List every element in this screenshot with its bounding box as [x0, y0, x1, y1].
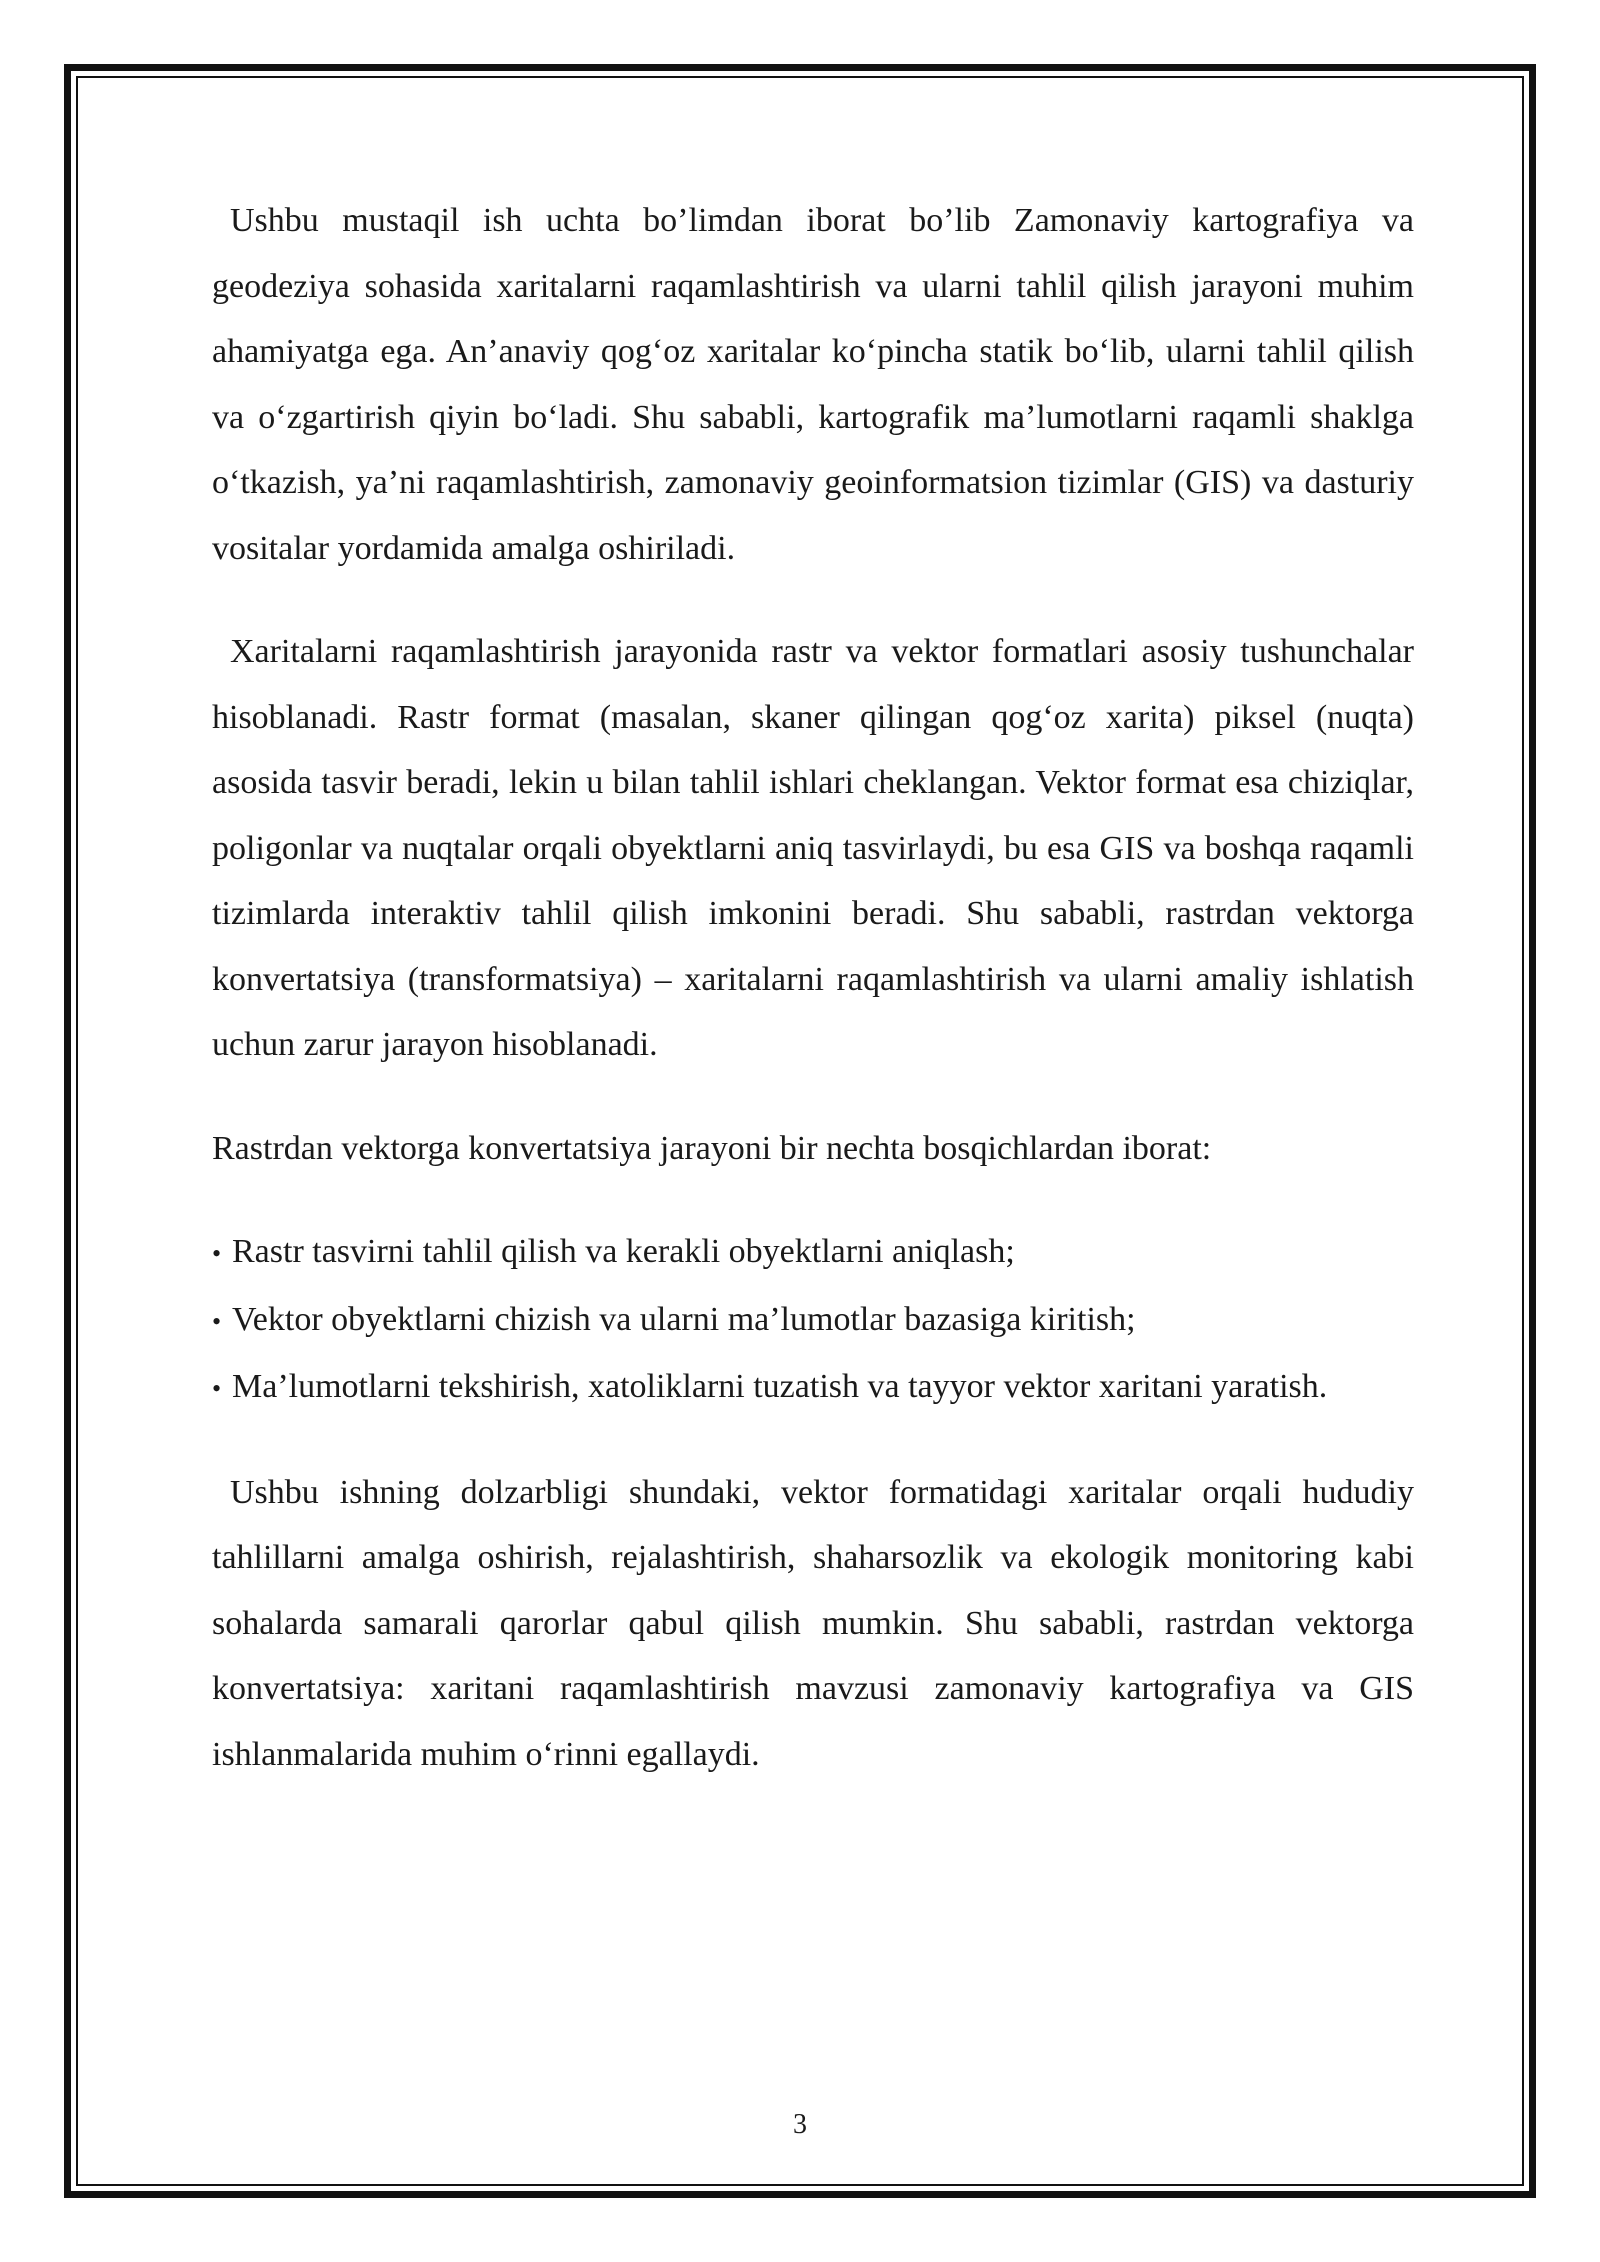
list-item-text: Rastr tasvirni tahlil qilish va kerakli obyektlarni aniqlash; [232, 1233, 1015, 1270]
paragraph-introduction: Ushbu mustaqil ish uchta bo’limdan iborat bo’lib Zamonaviy kartografiya va geodeziya sohasida xaritalarni raqamlashtirish va ularni tahlil qilish jarayoni muhim ahamiyatga ega. An’anaviy qog‘oz xaritalar ko‘pincha statik bo‘lib, ularni tahlil qilish va o‘zgartirish qiyin bo‘ladi. Shu sababli, kartografik ma’lumotlarni raqamli shaklga o‘tkazish, ya’ni raqamlashtirish, zamonaviy geoinformatsion tizimlar (GIS) va dasturiy vositalar yordamida amalga oshiriladi. [212, 202, 1414, 567]
paragraph-relevance: Ushbu ishning dolzarbligi shundaki, vektor formatidagi xaritalar orqali hududiy tahlillarni amalga oshirish, rejalashtirish, shaharsozlik va ekologik monitoring kabi sohalarda samarali qarorlar qabul qilish mumkin. Shu sababli, rastrdan vektorga konvertatsiya: xaritani raqamlashtirish mavzusi zamonaviy kartografiya va GIS ishlanmalarida muhim o‘rinni egallaydi. [212, 1473, 1414, 1773]
document-body [212, 188, 1414, 1787]
list-item [212, 1287, 1414, 1355]
paragraph-raster-vector: Xaritalarni raqamlashtirish jarayonida rastr va vektor formatlari asosiy tushunchalar hisoblanadi. Rastr format (masalan, skaner qilingan qog‘oz xarita) piksel (nuqta) asosida tasvir beradi, lekin u bilan tahlil ishlari cheklangan. Vektor format esa chiziqlar, poligonlar va nuqtalar orqali obyektlarni aniq tasvirlaydi, bu esa GIS va boshqa raqamli tizimlarda interaktiv tahlil qilish imkonini beradi. Shu sababli, rastrdan vektorga konvertatsiya (transformatsiya) – xaritalarni raqamlashtirish va ularni amaliy ishlatish uchun zarur jarayon hisoblanadi. [212, 633, 1414, 1063]
stages-list [212, 1219, 1414, 1422]
paragraph-stages-intro: Rastrdan vektorga konvertatsiya jarayoni bir nechta bosqichlardan iborat: [212, 1129, 1212, 1167]
list-item [212, 1219, 1414, 1287]
bullet-icon: • [212, 1374, 222, 1403]
list-item-text: Vektor obyektlarni chizish va ularni ma’lumotlar bazasiga kiritish; [232, 1300, 1136, 1338]
list-item-text: Ma’lumotlarni tekshirish, xatoliklarni tuzatish va tayyor vektor xaritani yaratish. [232, 1368, 1328, 1405]
bullet-icon: • [212, 1306, 222, 1336]
page-number: 3 [793, 2109, 807, 2140]
bullet-icon: • [212, 1239, 222, 1268]
list-item [212, 1354, 1414, 1422]
